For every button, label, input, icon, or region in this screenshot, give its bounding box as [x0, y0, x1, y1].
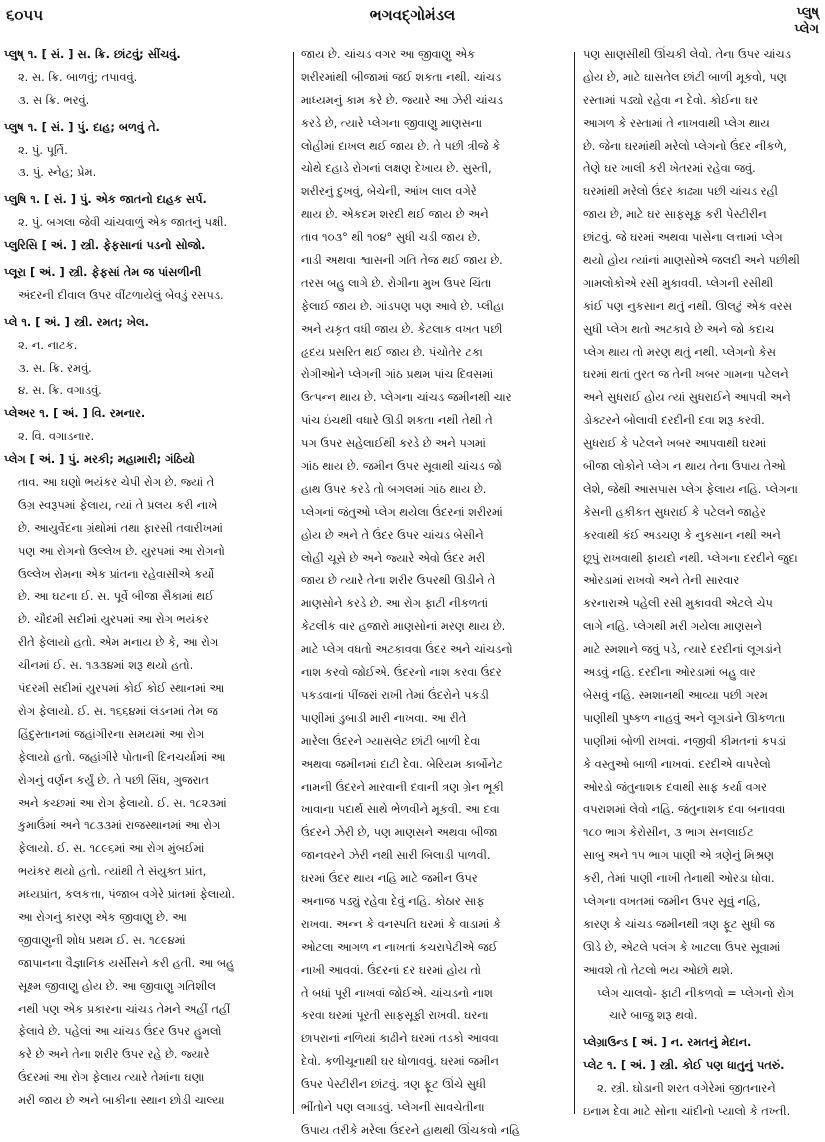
- text-line: મરી જાય છે અને બાકીના સ્થાન છોડી ચાલ્યા: [18, 1093, 225, 1108]
- text-line: કુમાઉંમાં અને ૧૮૩૩માં રાજસ્થાનમાં આ રોગ: [18, 818, 221, 833]
- column-middle: [301, 43, 569, 1137]
- text-line: ડોક્ટરને બોલાવી દરદીની દવા શરૂ કરવી.: [583, 413, 765, 428]
- text-line: અને કચ્છમાં આ રોગ ફેલાયો. ઈ. સ. ૧૮૨૩માં: [18, 795, 227, 810]
- text-line: હોય છે, માટે ઘાસતેલ છાંટી બાળી મૂકવો, પણ: [583, 69, 787, 84]
- text-line: નામની ઉંદરને મારવાની દવાની ત્રણ ગ્રેન ભૂકી: [301, 779, 504, 794]
- text-line: ૨. વિ. વગાડનાર.: [18, 429, 95, 444]
- text-line: રોગનું વર્ણન કર્યું છે. તે પછી સિંધ, ગુજરાત: [18, 772, 209, 787]
- text-line: ચીનમાં ઈ. સ. ૧૩૩૪માં શરૂ થયો હતો.: [18, 658, 194, 673]
- text-line: લોહીમાં દાખલ થઈ જાય છે. તે પછી ત્રીજે કે: [301, 138, 501, 153]
- text-line: ઓટલા આગળ ન નાખતાં કચરાપેટીએ જઈ: [301, 939, 498, 954]
- text-line: અડવું નહિ. દરદીના ઓરડામાં બહુ વાર: [583, 665, 756, 680]
- text-line: હૃદય પ્રસરિત થઈ જાય છે. પંચોતેર ટકા: [301, 344, 483, 359]
- text-line: જાય છે ત્યારે તેના શરીર ઉપરથી ઊડીને તે: [301, 573, 496, 588]
- text-line: પ્લેગનાં જંતુઓ પ્લેગ થયેલા ઉંદરનાં શરીરમાં: [301, 504, 503, 519]
- text-line: જાય છે. ચાંચડ વગર આ જીવાણુ એક: [301, 47, 476, 61]
- text-line: તાવ ૧૦૩° થી ૧૦૪° સુધી ચડી જાય છે.: [301, 230, 481, 245]
- text-line: હોય છે અને તે ઉંદર ઉપર ચાંચડ બેસીને: [301, 527, 484, 542]
- text-line: આ રોગનું કારણ એક જીવાણુ છે. આ: [18, 909, 187, 924]
- text-line: અને સુધરાઈ હોય ત્યાં સુધરાઈને આપવી અને: [583, 390, 791, 405]
- text-line: અથવા જમીનમાં દાટી દેવા. બેરિયમ કાર્બોનેટ: [301, 756, 503, 771]
- text-line: આવશે તો તેટલો ભય ઓછો થશે.: [583, 962, 734, 977]
- text-line: રોગ ફેલાયો. ઈ. સ. ૧૬૬૪માં લંડનમાં તેમ જ: [18, 703, 218, 718]
- text-line: કરનારાએ પહેલી રસી મુકાવવી એટલે ચેપ: [583, 596, 773, 611]
- text-line: છાંટવું. જે ઘરમાં અથવા પાસેના લત્તામાં પ્લેગ: [583, 230, 783, 245]
- text-line: મધ્યપ્રાંત, કલકત્તા, પંજાબ વગેરે પ્રાંતમાં ફેલાયો.: [18, 887, 235, 902]
- text-line: પ્લેગ થાય તો મરણ થતું નથી. પ્લેગનો કેસ: [583, 344, 776, 359]
- text-line: ૩. સ. ક્રિ. રમવું.: [18, 360, 92, 375]
- text-line: રસ્તામાં પડ્યો રહેવા ન દેવો. કોઈના ઘર: [583, 92, 759, 107]
- text-line: છાપરાનાં નળિયાં કાઢીને ઘરમાં તડકો આવવા: [301, 1031, 499, 1046]
- text-line: રીતે ફેલાયો હતો. એમ મનાય છે કે, આ રોગ: [18, 635, 219, 650]
- text-line: સૂક્ષ્મ જીવાણુ હોય છે. આ જીવાણુ ગતિશીલ: [18, 978, 216, 993]
- text-line: તરસ બહુ લાગે છે. રોગીના મુખ ઉપર ચિંતા: [301, 275, 492, 290]
- text-line: પકડવાનાં પીંજરાં રાખી તેમાં ઉંદરોને પકડી: [301, 687, 489, 702]
- entry-headword-line: પ્લેટ ૧. [ અં. ] સ્ત્રી. કોઈ પણ ધાતુનું પતરું.: [583, 1058, 785, 1073]
- text-line: રાખવા. અન્ન કે વનસ્પતિ ઘરમાં કે વાડામાં કે: [301, 916, 501, 931]
- text-line: ૩. સ ક્રિ. ભરવું.: [18, 92, 90, 107]
- text-line: પંદરમી સદીમાં યુરપમાં કોઈ કોઈ સ્થાનમાં આ: [18, 681, 225, 696]
- text-line: ૪. સ. ક્રિ. વગાડવું.: [18, 383, 102, 398]
- text-line: ફેલાયો હતો. જહાંગીરે પોતાની દિનચર્યામાં આ: [18, 749, 226, 764]
- text-line: છે. જેના ઘરમાંથી મરેલો પ્લેગનો ઉંદર નીકળે,: [583, 138, 787, 153]
- text-line: ૩. પું. સ્નેહ; પ્રેમ.: [18, 165, 97, 180]
- text-line: નાખી આવવાં. ઉંદરનાં દર ઘરમાં હોય તો: [301, 962, 481, 977]
- guide-word-last: પ્લેગ: [794, 22, 819, 37]
- text-line: તેણે ઘર ખાલી કરી ખેતરમાં રહેવા જવું.: [583, 161, 756, 176]
- text-line: પાંચ ઇંચથી વધારે ઊડી શકતા નથી તેથી તે: [301, 413, 493, 428]
- text-line: કેસની હકીકત સુધરાઈ કે પટેલને જાહેર: [583, 504, 766, 519]
- column-right: [583, 43, 823, 1118]
- text-line: નથી પણ એક પ્રકારના ચાંચડ તેમને અહીં તહીં: [18, 1001, 231, 1016]
- text-line: માધ્યમનું કામ કરે છે. જ્યારે આ ઝેરી ચાંચડ: [301, 92, 503, 107]
- text-line: ગાંઠ થાય છે. જમીન ઉપર સૂવાથી ચાંચડ જો: [301, 459, 502, 474]
- text-line: કરે છે અને તેના શરીર ઉપર રહે છે. જ્યારે: [18, 1047, 210, 1062]
- entry-headword-line: પ્લુષિ ૧. [ સં. ] પું. એક જાતનો દાહક સર્પ.: [4, 192, 207, 207]
- text-line: પાણીમાં ડુબાડી મારી નાખવા. આ રીતે: [301, 710, 467, 725]
- entry-headword-line: પ્લેગ [ અં. ] પું. મરકી; મહામારી; ગંઠિયો: [4, 452, 195, 467]
- text-line: ફેલાયો. ઈ. સ. ૧૮૯૬માં આ રોગ મુંબઈમાં: [18, 841, 205, 856]
- text-line: ઉંદરને ઝેરી છે, પણ માણસને અથવા બીજા: [301, 825, 498, 840]
- text-line: પ્લેગ ચાલવો- ફાટી નીકળવો = પ્લેગનો રોગ: [597, 985, 795, 1000]
- text-line: બીજા લોકોને પ્લેગ ન થાય તેના ઉપાય તેઓ: [583, 459, 786, 474]
- text-line: અને યકૃત વધી જાય છે. કેટલાક વખત પછી: [301, 321, 503, 336]
- text-line: કરવા ઘરમાં પૂરતી સાફસૂફી રાખવી. ઘરના: [301, 1008, 489, 1023]
- entry-headword-line: પ્લુરિસિ [ અં. ] સ્ત્રી. ફેફસાનાં પડનો સોજો.: [4, 238, 206, 253]
- text-line: લોહી ચૂસે છે અને જ્યારે એવો ઉંદર મરી: [301, 550, 486, 565]
- text-line: ઘરમાં ઉંદર થાય નહિ માટે જમીન ઉપર: [301, 871, 478, 886]
- text-line: ૨. ન. નાટક.: [18, 337, 78, 352]
- text-line: ૨. સ. ક્રિ. બાળવું; તપાવવું.: [18, 69, 138, 84]
- text-line: થયો હોય ત્યાંનાં માણસોએ જલદી અને પછીથી: [583, 253, 800, 268]
- text-line: ઘરમાં થતાં તુરત જ તેની ખબર ગામના પટેલને: [583, 367, 789, 382]
- text-line: બેસવું નહિ. સ્મશાનથી આવ્યા પછી ગરમ: [583, 687, 768, 702]
- text-line: ઊડે છે, એટલે પલંગ કે ખાટલા ઉપર સૂવામાં: [583, 939, 781, 954]
- text-line: ૨. પું. બગલા જેવી ચાંચવાળું એક જાતનું પક્ષી.: [18, 215, 228, 230]
- column-divider: [574, 52, 575, 1114]
- text-line: કારણ કે ચાંચડ જમીનથી ત્રણ ફૂટ સુધી જ: [583, 916, 775, 931]
- text-line: કરવાથી કંઈ અડચણ કે નુકસાન નથી અને: [583, 527, 781, 542]
- text-line: માટે પ્લેગ વધતો અટકાવવા ઉંદર અને ચાંચડનો: [301, 642, 513, 657]
- text-line: છૂપું રાખવાથી ફાયદો નથી. પ્લેગના દરદીને જુદા: [583, 550, 798, 565]
- entry-headword-line: પ્લૂરા [ અં. ] સ્ત્રી. ફેફસાં તેમ જ પાંસળીની: [4, 265, 202, 280]
- text-line: ઉલ્લેખ રોમના એક પ્રાંતના રહેવાસીએ કર્યો: [18, 566, 215, 581]
- page-header: [0, 0, 825, 40]
- text-line: શરીરનું દુખવું, બેચેની, આંખ લાલ વગેરે: [301, 184, 477, 199]
- text-line: પણ આ રોગનો ઉલ્લેખ છે. યુરપમાં આ રોગનો: [18, 543, 225, 558]
- text-line: ૨. પું. પૂર્તિ.: [18, 142, 68, 157]
- text-line: કે વસ્તુઓ બાળી નાખવાં. દરદીએ વાપરેલો: [583, 756, 771, 771]
- guide-word-first: પ્લુષ્: [796, 5, 819, 20]
- entry-headword-line: પ્લે ૧. [ અં. ] સ્ત્રી. રમત; ખેલ.: [4, 314, 149, 329]
- text-line: ખાવાના પદાર્થ સાથે ભેળવીને મૂકવી. આ દવા: [301, 802, 500, 817]
- text-line: મારેલા ઉંદરને ગ્યાસલેટ છાંટી બાળી દેવા: [301, 733, 481, 748]
- text-line: અનાજ પડ્યું રહેવા દેવું નહિ. કોઠાર સાફ: [301, 893, 485, 908]
- guide-words: [794, 4, 819, 38]
- text-line: પાણીમાં બોળી રાખવાં. નજીવી કીમતનાં કપડાં: [583, 733, 786, 748]
- text-line: છે. ચૌદમી સદીમાં યુરપમાં આ રોગ ભયંકર: [18, 612, 209, 627]
- text-line: તે બધાં પૂરી નાખવાં જોઈએ. ચાંચડનો નાશ: [301, 985, 493, 1000]
- text-line: પાણીથી પુષ્કળ નાહવું અને લૂગડાંને ઊકળતા: [583, 710, 786, 725]
- text-line: ઉંદરમાં આ રોગ ફેલાય ત્યારે તેમાંના ઘણા: [18, 1070, 205, 1085]
- text-line: ભયંકર થયો હતો. ત્યાંથી તે સંયુક્ત પ્રાંત,: [18, 864, 207, 879]
- text-line: ઉત્પન્ન થાય છે. પ્લેગના ચાંચડ જમીનથી ચાર: [301, 390, 512, 405]
- text-line: પ્લેગના વખતમાં જમીન ઉપર સૂવું નહિ,: [583, 893, 761, 908]
- text-line: માટે સ્મશાને જવું પડે, ત્યારે દરદીનાં લૂગડાંને: [583, 642, 782, 657]
- text-line: ચારે બાજુ શરૂ થવો.: [609, 1008, 698, 1023]
- text-line: દેવો. કળીચૂનાથી ઘર ધોળાવવું. ઘરમાં જમીન: [301, 1054, 499, 1069]
- text-line: ઓરડામાં રાખવો અને તેની સારવાર: [583, 573, 740, 588]
- text-line: સાબુ અને ૧૫ ભાગ પાણી એ ત્રણેનું મિશ્રણ: [583, 848, 774, 863]
- text-line: રોગીઓને પ્લેગની ગાંઠ પ્રથમ પાંચ દિવસમાં: [301, 367, 494, 382]
- page-number: ૬૦૫૫: [6, 6, 44, 24]
- text-line: વપરાશમાં લેવો નહિ. જંતુનાશક દવા બનાવવા: [583, 802, 786, 817]
- text-line: લેશે, જેથી આસપાસ પ્લેગ ફેલાય નહિ. પ્લેગના: [583, 481, 798, 496]
- text-line: કરી, તેમાં પાણી નાખી તેનાથી ઓરડા ધોવા.: [583, 871, 775, 886]
- entry-headword-line: પ્લુષ ૧. [ સં. ] પું. દાહ; બળવું તે.: [4, 119, 160, 134]
- text-line: ફેલાવે છે. પહેલાં આ ચાંચડ ઉંદર ઉપર હુમલો: [18, 1024, 222, 1039]
- text-line: છે. આ ઘટના ઈ. સ. પૂર્વે બીજા સૈકામાં થઈ: [18, 589, 214, 604]
- column-divider: [293, 52, 294, 1114]
- text-line: છે. આયુર્વેદના ગ્રંથોમાં તથા ફારસી તવારીખમાં: [18, 520, 223, 535]
- text-line: ભીંતોને પણ લગાડવું. પ્લેગની સાવચેતીના: [301, 1099, 485, 1114]
- text-line: ઉપર પેસ્ટીરીન છાંટવું. ત્રણ ફૂટ ઊંચે સુધી: [301, 1077, 487, 1092]
- text-line: અંદરની દીવાલ ઉપર વીંટળાયેલું બેવડું રસપડ.: [18, 287, 224, 302]
- text-line: તાવ. આ ઘણો ભયંકર ચેપી રોગ છે. જ્યાં તે: [18, 475, 215, 490]
- text-line: સુધરાઈ કે પટેલને ખબર આપવાથી ઘરમાં: [583, 436, 767, 451]
- text-line: ગામલોકોએ રસી મુકાવવી. પ્લેગની રસીથી: [583, 275, 774, 290]
- text-line: પગ ઉપર સહેલાઈથી કરડે છે અને પગમાં: [301, 436, 486, 451]
- text-line: નાશ કરવો જોઈએ. ઉંદરનો નાશ કરવા ઉંદર: [301, 665, 502, 680]
- text-line: કેટલીક વાર હજારો માણસોનાં મરણ થાય છે.: [301, 619, 506, 634]
- text-line: નાડી અથવા શ્વાસની ગતિ તેજ થઈ જાય છે.: [301, 253, 503, 268]
- text-line: હિંદુસ્તાનમાં જહાંગીરના સમયમાં આ રોગ: [18, 726, 205, 741]
- entry-headword-line: પ્લેગ્રાઉન્ડ [ અં. ] ન. રમતનું મેદાન.: [583, 1035, 752, 1050]
- text-line: કરડે છે, ત્યારે પ્લેગના જીવાણુ માણસના: [301, 115, 483, 130]
- text-line: ફેલાઈ જાય છે. ગાંડપણ પણ આવે છે. પ્લીહા: [301, 298, 505, 313]
- text-line: ઘરમાંથી મરેલો ઉંદર કાઢ્યા પછી ચાંચડ રહી: [583, 184, 778, 199]
- text-line: ઓરડો જંતુનાશક દવાથી સાફ કર્યા વગર: [583, 779, 767, 794]
- text-line: શરીરમાંથી બીજામાં જઈ શકતા નથી. ચાંચડ: [301, 69, 502, 84]
- text-line: સુધી પ્લેગ થતો અટકાવે છે અને જો કદાચ: [583, 321, 775, 336]
- text-line: જાનવરને ઝેરી નથી સારી બિલાડી પાળવી.: [301, 848, 491, 863]
- text-line: પણ સાણસીથી ઊંચકી લેવો. તેના ઉપર ચાંચડ: [583, 47, 791, 61]
- entry-headword-line: પ્લુષ્ ૧. [ સં. ] સ. ક્રિ. છાંટવું; સીંચવું.: [4, 47, 181, 61]
- book-title: ભગવદ્ગોમંડલ: [369, 6, 456, 24]
- text-line: જીવાણુની શોધ પ્રથમ ઈ. સ. ૧૮૯૪માં: [18, 932, 186, 947]
- entry-headword-line: પ્લેઅર ૧. [ અં. ] વિ. રમનાર.: [4, 406, 146, 421]
- text-line: લાગે નહિ. પ્લેગથી મરી ગયેલા માણસને: [583, 619, 762, 634]
- text-line: આગળ કે રસ્તામાં તે નાખવાથી પ્લેગ થાય: [583, 115, 770, 130]
- text-line: કાંઈ પણ નુકસાન થતું નથી. ઊલટું એક વરસ: [583, 298, 793, 313]
- text-line: માણસોને કરડે છે. આ રોગ ફાટી નીકળતાં: [301, 596, 489, 611]
- text-line: જાપાનના વૈજ્ઞાનિક યર્સીસને કરી હતી. આ બહુ: [18, 955, 235, 970]
- column-left: [4, 43, 286, 1111]
- text-line: થાય છે. એકદમ શરદી થઈ જાય છે અને: [301, 207, 489, 222]
- text-line: ઉપાય તરીકે મરેલા ઉંદરને હાથથી ઊંચકવો નહિ: [301, 1122, 520, 1137]
- text-line: જાય છે, માટે ઘર સાફસૂફ કરી પેસ્ટીરીન: [583, 207, 767, 222]
- text-line: ૨. સ્ત્રી. ઘોડાની શરત વગેરેમાં જીતનારને: [597, 1081, 776, 1096]
- text-line: ચોથે દહાડે રોગનાં લક્ષણ દેખાય છે. સુસ્તી,: [301, 161, 492, 176]
- text-line: હાથ ઉપર કરડે તો બગલમાં ગાંઠ થાય છે.: [301, 481, 487, 496]
- text-line: ૧૮૦ ભાગ કેરોસીન, ૩ ભાગ સનલાઈટ: [583, 825, 754, 840]
- text-line: ઇનામ દેવા માટે સોના ચાંદીનો પ્યાલો કે તખ્તી.: [583, 1103, 791, 1118]
- text-line: ઉગ્ર સ્વરૂપમાં ફેલાય, ત્યાં તે પ્રલય કરી નાખે: [18, 497, 218, 512]
